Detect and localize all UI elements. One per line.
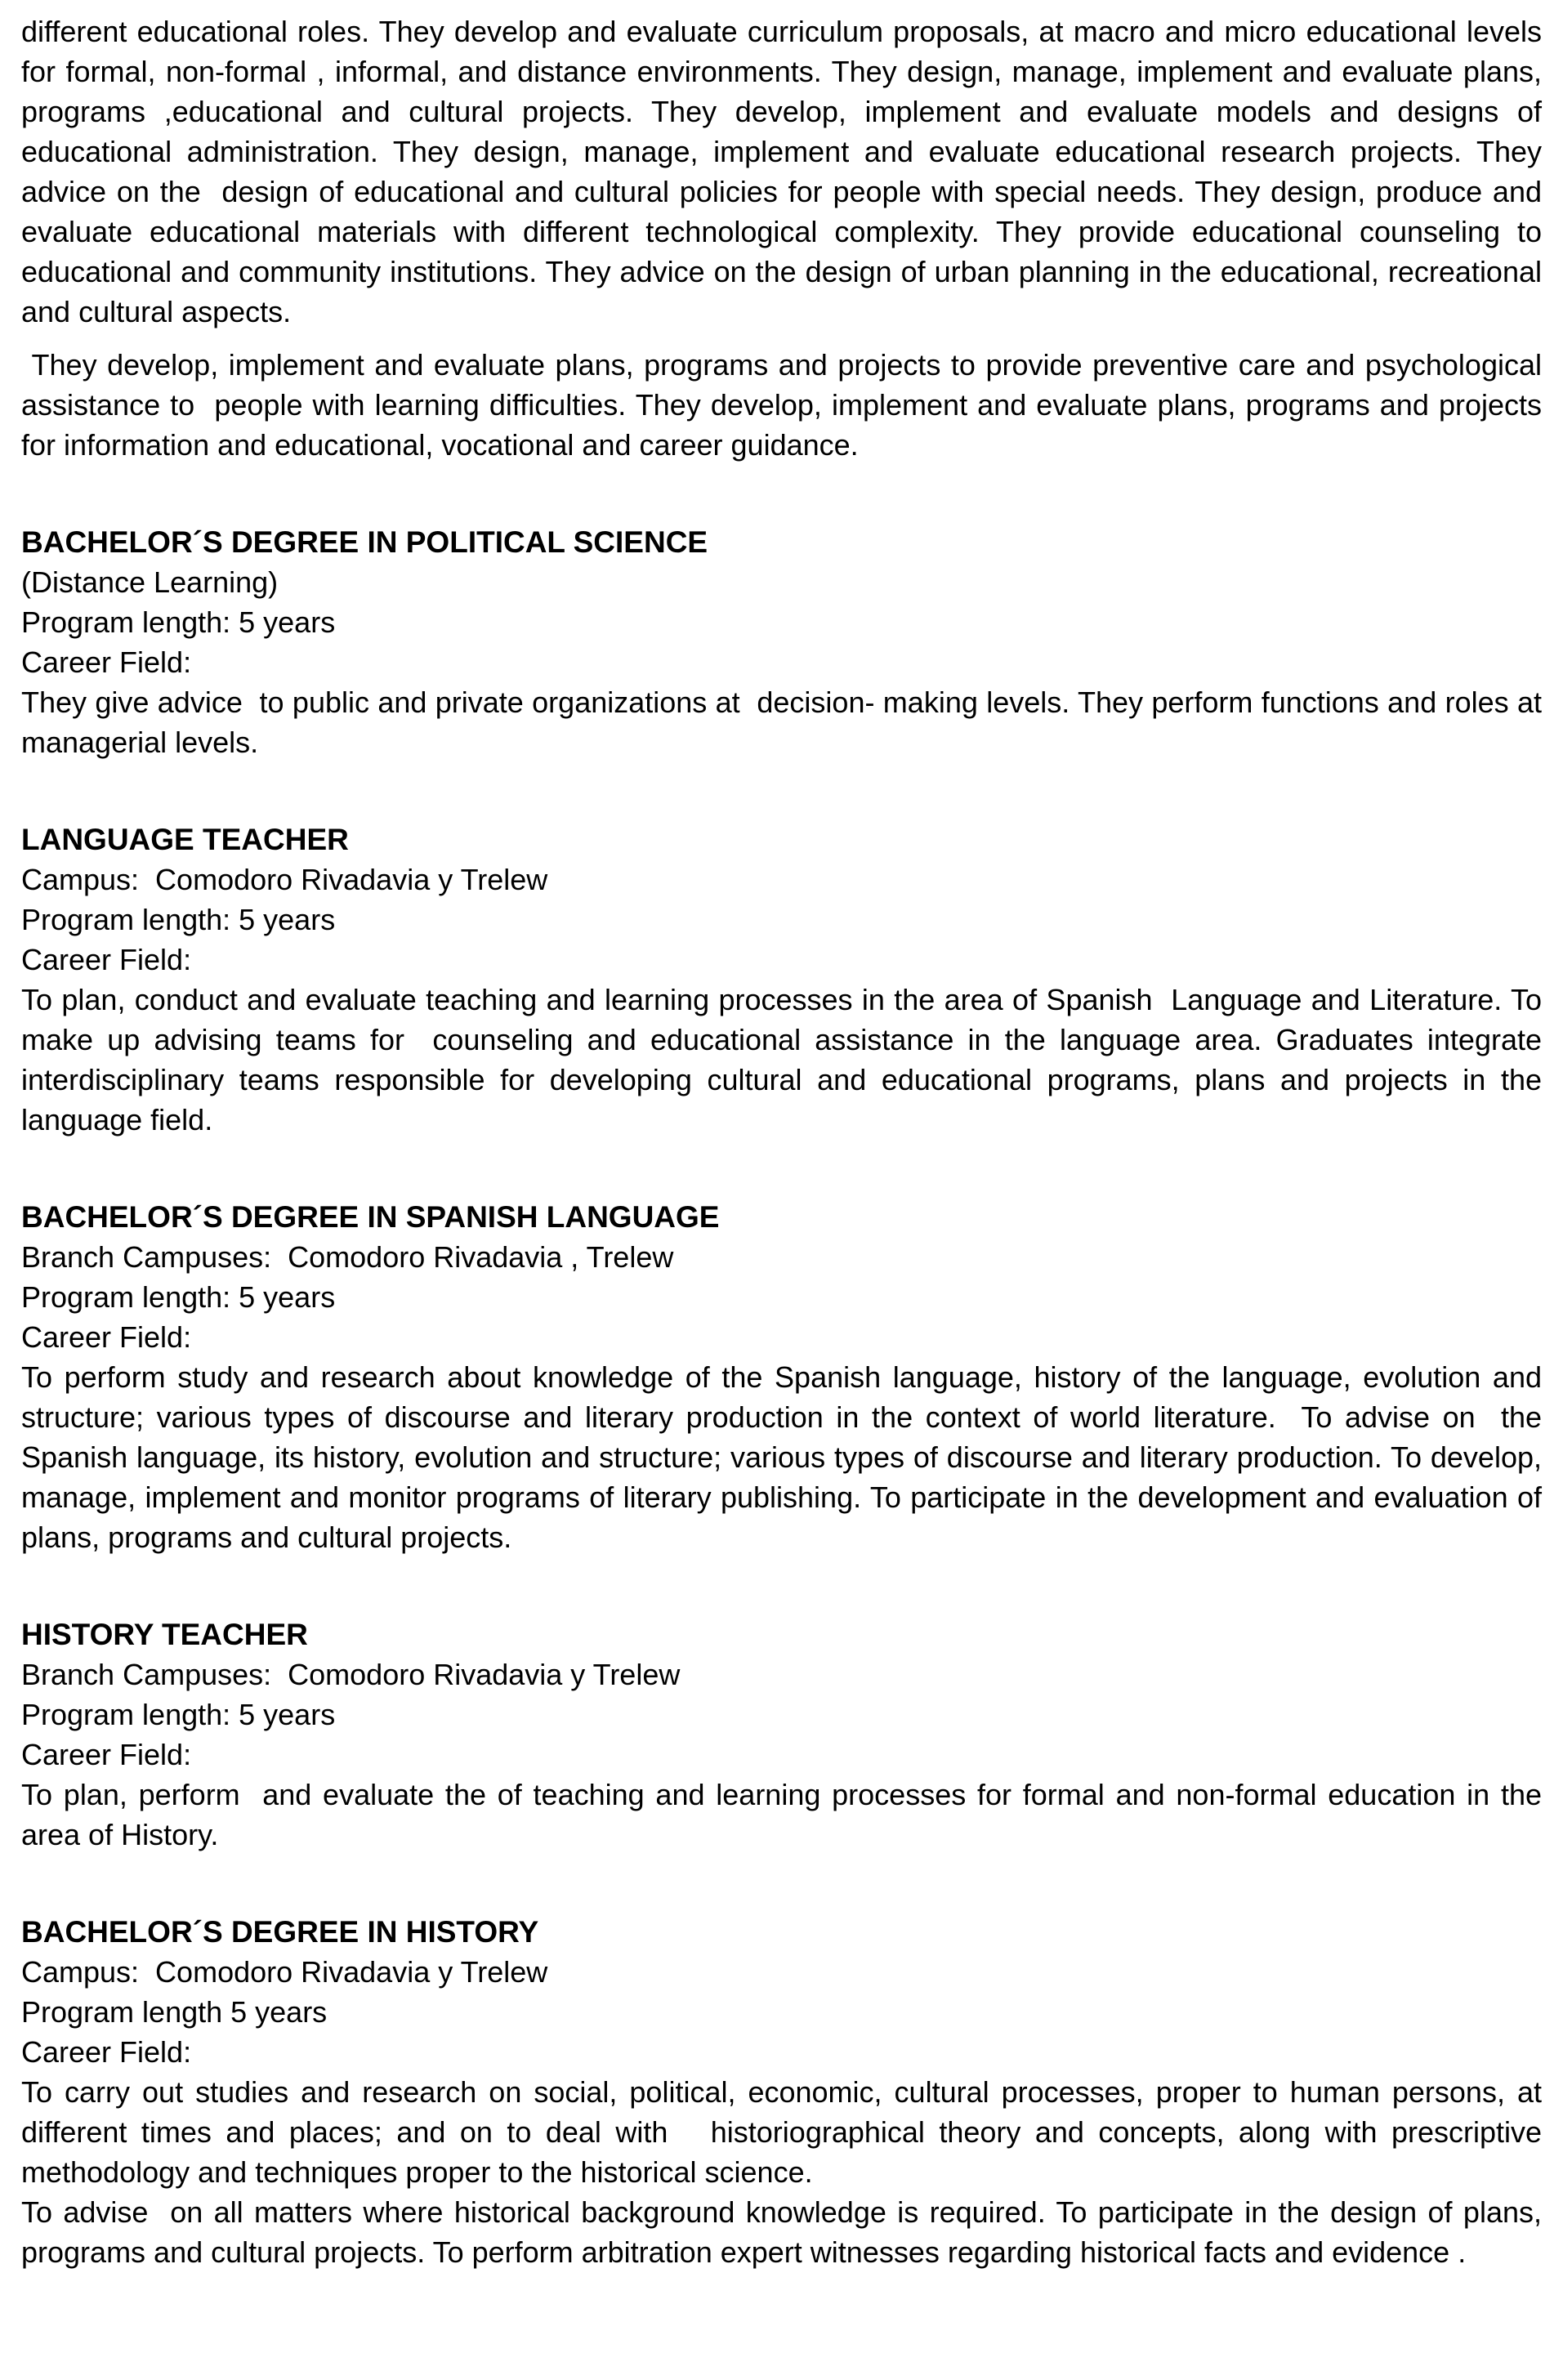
section-meta-modality: (Distance Learning) (21, 565, 279, 599)
section-meta-campus: Campus: Comodoro Rivadavia y Trelew (21, 863, 548, 896)
section-meta-program-length: Program length: 5 years (21, 1698, 336, 1731)
section-meta-career-field-label: Career Field: (21, 1320, 192, 1354)
intro-paragraph-2: They develop, implement and evaluate plans, programs and projects to provide preventive care and psychological assistance to people with learning difficulties. They develop, implement and evaluate plans, programs and projects for information and educational, vocational and career guidance. (21, 348, 1551, 462)
section-title: BACHELOR´S DEGREE IN HISTORY (21, 1915, 539, 1949)
section-title: HISTORY TEACHER (21, 1618, 308, 1651)
section-body-paragraph: To plan, conduct and evaluate teaching and learning processes in the area of Spanish Language and Literature. To make up advising teams for counseling and educational assistance in the language area. Graduates integrate interdisciplinary teams responsible for developing cultural and educational programs, plans and projects in the language field. (21, 983, 1551, 1136)
section-meta-campus: Branch Campuses: Comodoro Rivadavia , Trelew (21, 1240, 674, 1274)
section-meta-program-length: Program length 5 years (21, 1995, 328, 2029)
section-meta-career-field-label: Career Field: (21, 645, 192, 679)
section-meta-program-length: Program length: 5 years (21, 605, 336, 639)
section-title: LANGUAGE TEACHER (21, 823, 349, 856)
section-meta-career-field-label: Career Field: (21, 2035, 192, 2069)
section-meta-program-length: Program length: 5 years (21, 1280, 336, 1314)
section-meta-campus: Branch Campuses: Comodoro Rivadavia y Trelew (21, 1658, 681, 1691)
section-meta-campus: Campus: Comodoro Rivadavia y Trelew (21, 1955, 548, 1989)
section-political-science (21, 522, 1551, 762)
section-spanish-language (21, 1197, 1551, 1557)
section-language-teacher (21, 819, 1551, 1140)
section-title: BACHELOR´S DEGREE IN SPANISH LANGUAGE (21, 1200, 720, 1234)
intro-paragraph-1: different educational roles. They develop and evaluate curriculum proposals, at macro and micro educational levels for formal, non-formal , informal, and distance environments. They design, manage, implement and evaluate plans, programs ,educational and cultural projects. They develop, implement and evaluate models and designs of educational administration. They design, manage, implement and evaluate educational research projects. They advice on the design of educational and cultural policies for people with special needs. They design, produce and evaluate educational materials with different technological complexity. They provide educational counseling to educational and community institutions. They advice on the design of urban planning in the educational, recreational and cultural aspects. (21, 15, 1559, 328)
section-title: BACHELOR´S DEGREE IN POLITICAL SCIENCE (21, 525, 708, 559)
section-meta-career-field-label: Career Field: (21, 943, 192, 976)
section-history-degree (21, 1912, 1551, 2272)
section-history-teacher (21, 1614, 1551, 1855)
section-body-paragraph: To advise on all matters where historical background knowledge is required. To participate in the design of plans, programs and cultural projects. To perform arbitration expert witnesses regarding historical facts and evidence . (21, 2195, 1551, 2269)
section-meta-career-field-label: Career Field: (21, 1738, 192, 1771)
section-body-paragraph: To perform study and research about knowledge of the Spanish language, history of the language, evolution and structure; various types of discourse and literary production in the context of world literature. To advise on the Spanish language, its history, evolution and structure; various types of discourse and literary production. To develop, manage, implement and monitor programs of literary publishing. To participate in the development and evaluation of plans, programs and cultural projects. (21, 1360, 1551, 1554)
intro-block (21, 11, 1559, 465)
section-body-paragraph: To plan, perform and evaluate the of teaching and learning processes for formal and non-formal education in the area of History. (21, 1778, 1551, 1851)
section-meta-program-length: Program length: 5 years (21, 903, 336, 936)
section-body-paragraph: To carry out studies and research on social, political, economic, cultural processes, proper to human persons, at different times and places; and on to deal with historiographical theory and concepts, along with prescriptive methodology and techniques proper to the historical science. (21, 2075, 1551, 2189)
section-body-paragraph: They give advice to public and private organizations at decision- making levels. They perform functions and roles at managerial levels. (21, 685, 1551, 759)
